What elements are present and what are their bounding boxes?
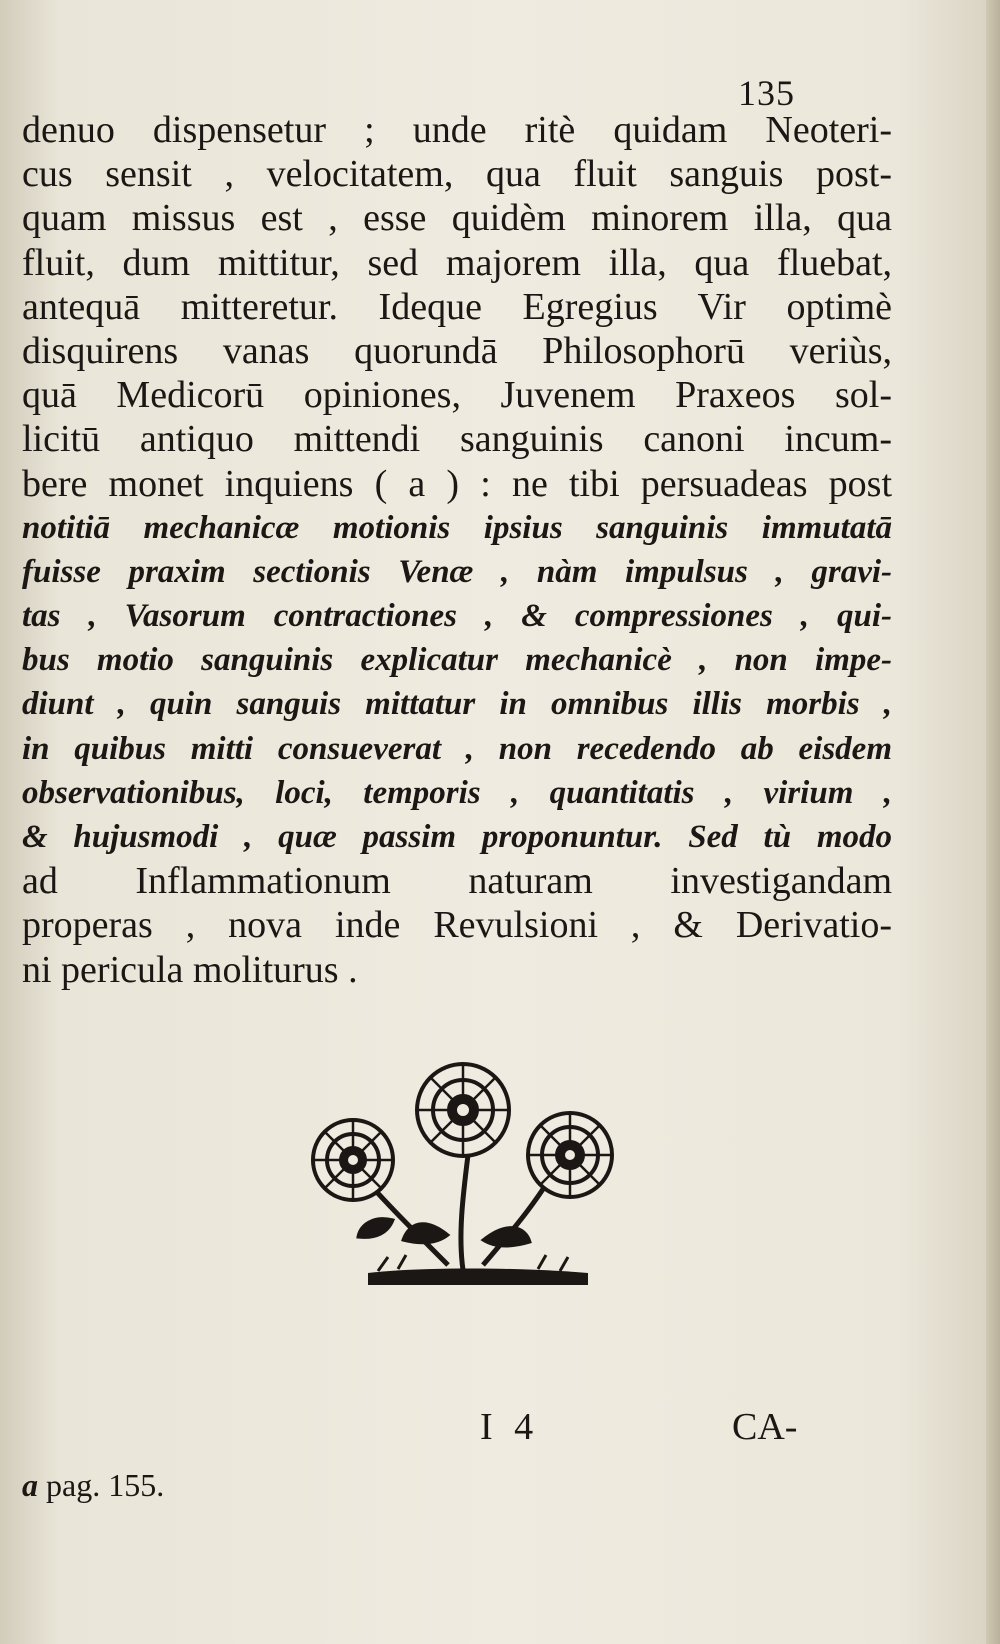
text-line: fluit, dum mittitur, sed majorem illa, qua fluebat, [22, 241, 892, 284]
catchword: CA- [732, 1406, 798, 1448]
page-number: 135 [738, 73, 795, 113]
footnote [22, 1467, 164, 1504]
text-line: quam missus est , esse quidèm minorem illa, qua [22, 197, 892, 240]
text-line: denuo dispensetur ; unde ritè quidam Neoteri- [22, 109, 892, 151]
text-line: cus sensit , velocitatem, qua fluit sanguis post- [22, 153, 892, 196]
text-line: licitū antiquo mittendi sanguinis canoni incum- [22, 418, 892, 461]
text-line: disquirens vanas quorundā Philosophorū veriùs, [22, 329, 892, 372]
text-line: ni pericula moliturus . [22, 948, 358, 991]
text-line: properas , nova inde Revulsioni , & Derivatio- [22, 904, 892, 947]
quotation-line: tas , Vasorum contractiones , & compressiones , qui- [22, 598, 892, 635]
quotation-line: bus motio sanguinis explicatur mechanicè , non impe- [22, 642, 892, 679]
footnote-ref: a [22, 1467, 38, 1503]
quotation-line: in quibus mitti consueverat , non recedendo ab eisdem [22, 730, 892, 767]
text-line: bere monet inquiens ( a ) : ne tibi persuadeas post [22, 462, 892, 505]
footnote-text: pag. 155. [46, 1467, 165, 1503]
signature-mark: I 4 [480, 1406, 540, 1448]
flower-ornament-icon [298, 1045, 638, 1305]
quotation-line: observationibus, loci, temporis , quantitatis , virium , [22, 774, 892, 811]
quotation-line: fuisse praxim sectionis Venæ , nàm impulsus , gravi- [22, 553, 892, 590]
quotation-line: & hujusmodi , quæ passim proponuntur. Sed tù modo [22, 819, 892, 855]
text-line: quā Medicorū opiniones, Juvenem Praxeos sol- [22, 374, 892, 417]
quotation-line: diunt , quin sanguis mittatur in omnibus illis morbis , [22, 686, 892, 723]
quotation-line: notitiā mechanicæ motionis ipsius sanguinis immutatā [22, 509, 892, 546]
text-line: antequā mitteretur. Ideque Egregius Vir optimè [22, 285, 892, 328]
body-text [22, 108, 892, 992]
text-line: ad Inflammationum naturam investigandam [22, 860, 892, 903]
page-edge [986, 0, 1000, 1644]
